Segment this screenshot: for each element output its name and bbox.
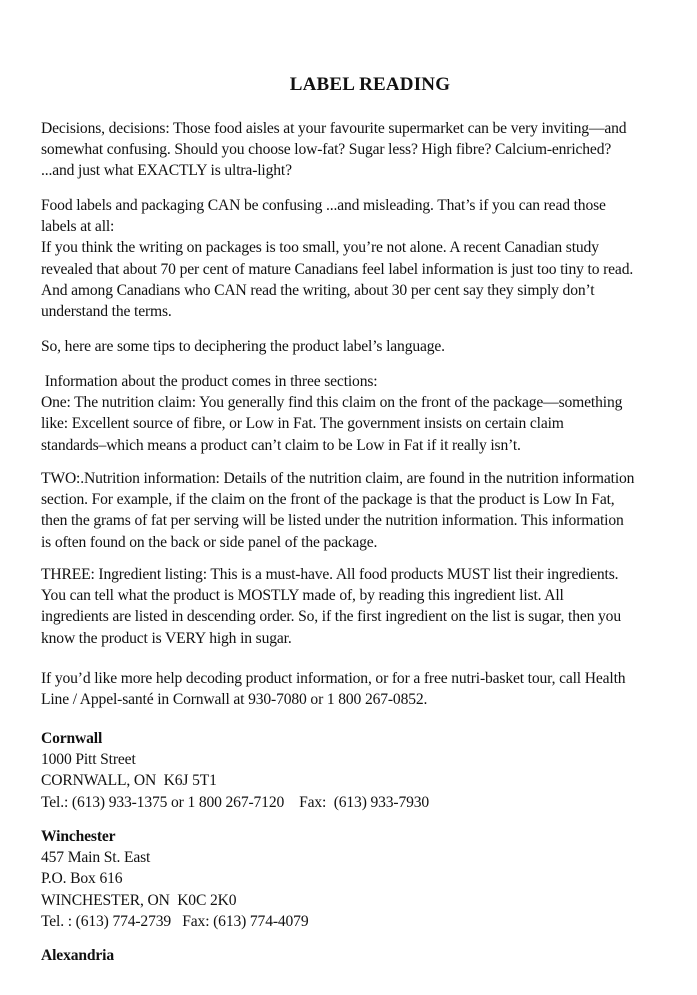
text-line: If you think the writing on packages is too small, you’re not alone. A recent Canadian study	[41, 239, 599, 257]
text-line: So, here are some tips to deciphering the product label’s language.	[41, 338, 445, 355]
text-line: ingredients are listed in descending order. So, if the first ingredient on the list is sugar, then you	[41, 608, 621, 626]
tips-paragraph	[41, 336, 697, 357]
office-address-line: WINCHESTER, ON K0C 2K0	[41, 891, 237, 909]
help-paragraph	[41, 668, 697, 710]
text-line: standards–which means a product can’t claim to be Low in Fat if it really isn’t.	[41, 436, 521, 454]
text-line: understand the terms.	[41, 303, 172, 321]
text-line: section. For example, if the claim on the front of the package is that the product is Low In Fat,	[41, 491, 615, 509]
office-address-line: P.O. Box 616	[41, 870, 123, 888]
text-line: One: The nutrition claim: You generally find this claim on the front of the package—something	[41, 394, 623, 412]
office-address-line: 457 Main St. East	[41, 849, 151, 867]
text-line: is often found on the back or side panel of the package.	[41, 533, 378, 551]
text-line: THREE: Ingredient listing: This is a must-have. All food products MUST list their ingredients.	[41, 566, 619, 583]
office-winchester	[41, 826, 697, 932]
text-line: Information about the product comes in three sections:	[41, 373, 378, 390]
office-address-line: CORNWALL, ON K6J 5T1	[41, 772, 217, 790]
section-three-paragraph	[41, 564, 697, 649]
text-line: You can tell what the product is MOSTLY made of, by reading this ingredient list. All	[41, 587, 564, 605]
office-phone-line: Tel. : (613) 774-2739 Fax: (613) 774-4079	[41, 912, 309, 930]
office-name: Cornwall	[41, 730, 103, 747]
text-line: somewhat confusing. Should you choose low-fat? Sugar less? High fibre? Calcium-enriched?	[41, 141, 612, 159]
page-title: LABEL READING	[289, 74, 451, 95]
office-name: Winchester	[41, 828, 116, 845]
text-line: labels at all:	[41, 218, 115, 236]
section-two-paragraph	[41, 468, 697, 553]
text-line: then the grams of fat per serving will be listed under the nutrition information. This information	[41, 512, 624, 530]
text-line: know the product is VERY high in sugar.	[41, 629, 292, 647]
text-line: Food labels and packaging CAN be confusing ...and misleading. That’s if you can read those	[41, 197, 606, 214]
section-one-paragraph	[41, 371, 697, 456]
text-line: TWO:.Nutrition information: Details of the nutrition claim, are found in the nutrition information	[41, 470, 635, 487]
text-line: ...and just what EXACTLY is ultra-light?	[41, 162, 292, 180]
office-address-line: 1000 Pitt Street	[41, 751, 136, 769]
text-line: And among Canadians who CAN read the writing, about 30 per cent say they simply don’t	[41, 281, 595, 299]
text-line: like: Excellent source of fibre, or Low in Fat. The government insists on certain claim	[41, 415, 564, 433]
office-cornwall	[41, 728, 697, 813]
text-line: Decisions, decisions: Those food aisles at your favourite supermarket can be very inviting—and	[41, 120, 627, 137]
text-line: revealed that about 70 per cent of mature Canadians feel label information is just too tiny to read.	[41, 260, 634, 278]
office-phone-line: Tel.: (613) 933-1375 or 1 800 267-7120 Fax: (613) 933-7930	[41, 793, 430, 811]
text-line: If you’d like more help decoding product information, or for a free nutri-basket tour, call Health	[41, 670, 626, 687]
intro-paragraph	[41, 118, 697, 182]
text-line: Line / Appel-santé in Cornwall at 930-7080 or 1 800 267-0852.	[41, 691, 428, 709]
office-name: Alexandria	[41, 947, 115, 964]
office-alexandria	[41, 945, 697, 966]
labels-paragraph	[41, 195, 697, 322]
